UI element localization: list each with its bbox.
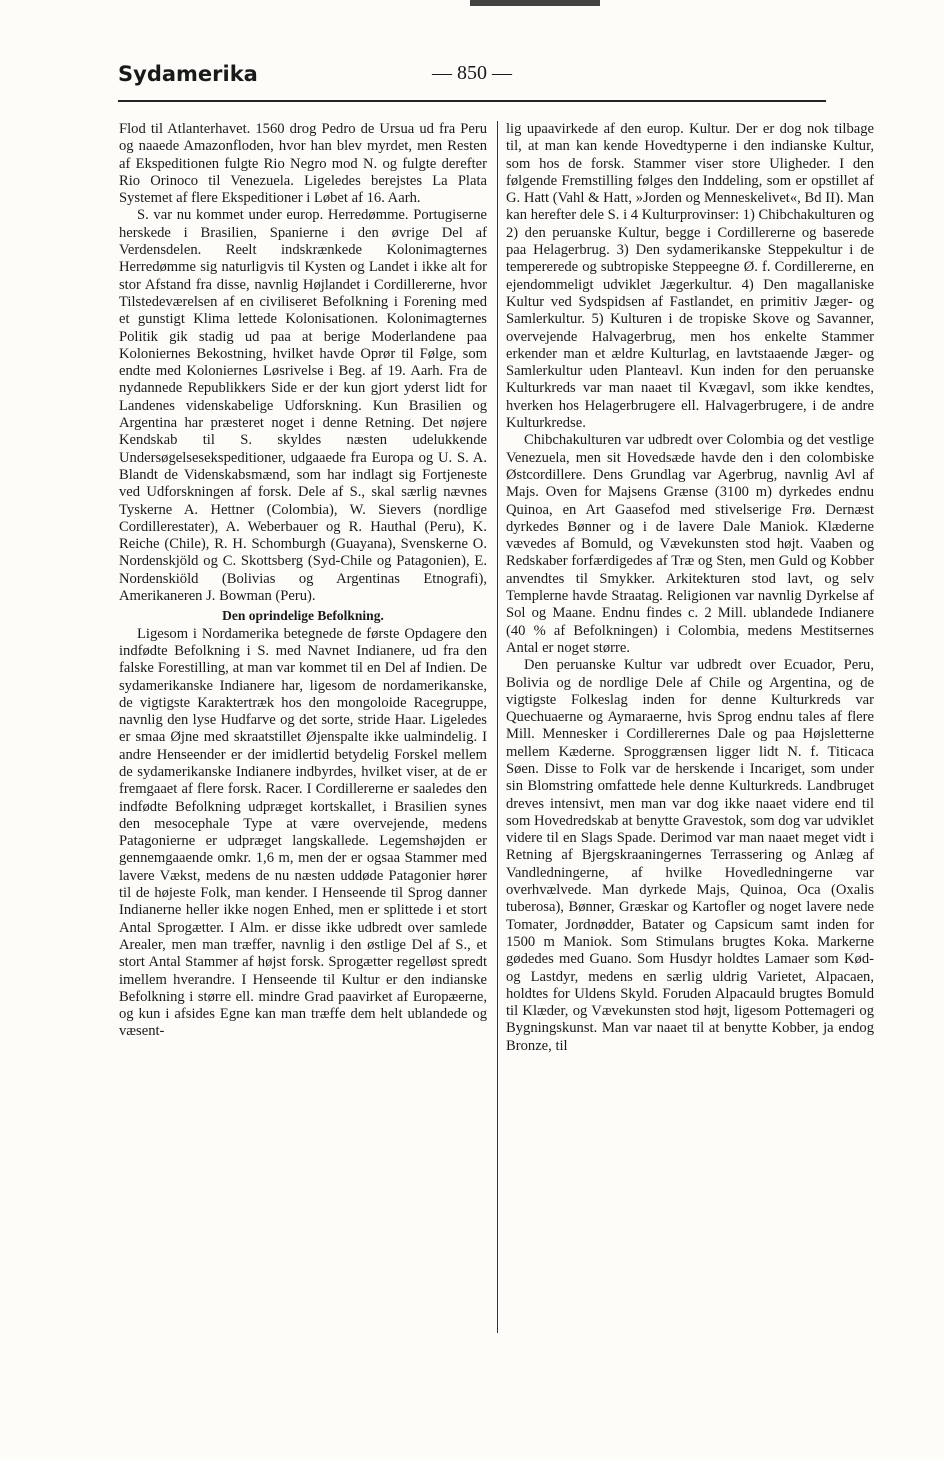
running-title: Sydamerika [118,62,258,86]
header-rule [118,100,826,102]
paragraph: Chibchakulturen var udbredt over Colombia og det vestlige Venezuela, men sit Hovedsæde havde den i den colombiske Østcordillere. Dens Grundlag var Agerbrug, navnlig Avl af Majs. Oven for Majsens Grænse (3100 m) dyrkedes endnu Quinoa, en Art Gaasefod med stivelserige Frø. Dernæst dyrkedes Bønner og i de lavere Dale Maniok. Klæderne vævedes af Bomuld, og Vævekunsten stod højt. Vaaben og Redskaber forfærdigedes af Træ og Sten, men Guld og Kobber anvendtes til Smykker. Arkitekturen stod lavt, og selv Templerne havde Straatag. Religionen var navnlig Dyrkelse af Sol og Maane. Endnu findes c. 2 Mill. ublandede Indianere (40 % af Befolkningen) i Colombia, medens Mestitsernes Antal er noget større. [506,432,874,656]
column-divider [497,121,498,1333]
paragraph: lig upaavirkede af den europ. Kultur. Der er dog nok tilbage til, at man kan kende Hovedtyperne i den indianske Kultur, som hos de forsk. Stammer viser store Uligheder. I den følgende Fremstilling følges den Inddeling, som er opstillet af G. Hatt (Vahl & Hatt, »Jorden og Menneskelivet«, Bd II). Man kan herefter dele S. i 4 Kulturprovinser: 1) Chibchakulturen og 2) den peruanske Kultur, begge i Cordillererne og baserede paa Helagerbrug. 3) Den sydamerikanske Steppekultur i de tempererede og subtropiske Steppeegne Ø. f. Cordillererne, en ejendommeligt udviklet Jægerkultur. 4) Den magallaniske Kultur ved Sydspidsen af Fastlandet, en primitiv Jæger- og Samlerkultur. 5) Kulturen i de tropiske Skove og Savanner, overvejende Halvagerbrug, men hos enkelte Stammer erkender man et ældre Kulturlag, en lavtstaaende Jæger- og Samlerkultur uden Planteavl. Kun inden for den peruanske Kulturkreds var man naaet til Kvægavl, som ikke kendtes, hverken hos Helagerbrugere ell. Halvagerbrugere, i de andre Kulturkredse. [506,121,874,432]
right-column [506,121,874,1055]
page-header [118,62,826,96]
scan-artifact [470,0,600,6]
left-column [119,121,487,1041]
paragraph: S. var nu kommet under europ. Herredømme. Portugiserne herskede i Brasilien, Spanierne i den øvrige Del af Verdensdelen. Reelt indskrænkede Kolonimagternes Herredømme sig naturligvis til Kysten og Landet i ikke alt for stor Afstand fra disse, navnlig Højlandet i Cordillererne, hvor Tilstedeværelsen af en civiliseret Befolkning i Forening med et gunstigt Klima lettede Kolonisationen. Kolonimagternes Politik gik stadig ud paa at berige Moderlandene paa Koloniernes Bekostning, hvilket havde Oprør til Følge, som endte med Koloniernes Løsrivelse i Beg. af 19. Aarh. Fra de nydannede Republikkers Side er der kun gjort yderst lidt for Landenes videnskabelige Udforskning. Kun Brasilien og Argentina har præsteret noget i denne Retning. Det nøjere Kendskab til S. skyldes næsten udelukkende Undersøgelsesekspeditioner, udgaaede fra Europa og U. S. A. Blandt de Videnskabsmænd, som har indlagt sig Fortjeneste ved Udforskningen af forsk. Dele af S., skal særlig nævnes Tyskerne A. Hettner (Colombia), W. Sievers (nordlige Cordillerestater), A. Weberbauer og R. Hauthal (Peru), K. Reiche (Chile), R. H. Schomburgh (Guayana), Svenskerne O. Nordenskjöld og C. Skottsberg (Syd-Chile og Patagonien), E. Nordenskiöld (Bolivias og Argentinas Etnografi), Amerikaneren J. Bowman (Peru). [119,207,487,605]
paragraph: Ligesom i Nordamerika betegnede de første Opdagere den indfødte Befolkning i S. med Navnet Indianere, ud fra den falske Forestilling, at man var kommet til en Del af Indien. De sydamerikanske Indianere har, ligesom de nordamerikanske, de vigtigste Karaktertræk hos den mongoloide Racegruppe, navnlig den lyse Hudfarve og det sorte, stride Haar. Ligeledes er smaa Øjne med skraatstillet Øjenspalte ikke ualmindelig. I andre Henseender er der imidlertid betydelig Forskel mellem de sydamerikanske Indianere indbyrdes, hvilket viser, at de er fremgaaet af flere forsk. Racer. I Cordillererne er saaledes den indfødte Befolkning udpræget kortskallet, i Brasilien synes den mesocephale Type at være overvejende, medens Patagonierne er udpræget langskallede. Legemshøjden er gennemgaaende omkr. 1,6 m, men der er ogsaa Stammer med lavere Vækst, medens de nu næsten uddøde Patagonier hører til de højeste Folk, man kender. I Henseende til Sprog danner Indianerne heller ikke nogen Enhed, men er splittede i et stort Antal Sprogætter. I Alm. er disse ikke udbredt over samlede Arealer, men man træffer, navnlig i den østlige Del af S., et stort Antal Stammer af højst forsk. Sprogætter regelløst spredt imellem hverandre. I Henseende til Kultur er den indianske Befolkning i større ell. mindre Grad paavirket af Europæerne, og kun i afsides Egne kan man træffe dem helt ublandede og væsent- [119,625,487,1040]
paragraph: Flod til Atlanterhavet. 1560 drog Pedro de Ursua ud fra Peru og naaede Amazonfloden, hvor han blev myrdet, men Resten af Ekspeditionen fulgte Rio Negro mod N. og fulgte derefter Rio Orinoco til Venezuela. Ligeledes berejstes La Plata Systemet af flere Ekspeditioner i Løbet af 16. Aarh. [119,121,487,207]
section-heading: Den oprindelige Befolkning. [222,608,384,624]
paragraph: Den peruanske Kultur var udbredt over Ecuador, Peru, Bolivia og de nordlige Dele af Chile og Argentina, og de vigtigste Folkeslag inden for denne Kulturkreds var Quechuaerne og Aymaraerne, hvis Sprog endnu tales af flere Mill. Mennesker i Cordillerernes Dale og paa Højsletterne mellem Kæderne. Sproggrænsen ligger lidt N. f. Titicaca Søen. Disse to Folk var de herskende i Incariget, som under sin Blomstring omfattede hele denne Kulturkreds. Landbruget dreves intensivt, men man var dog ikke naaet videre end til som Hovedredskab at benytte Gravestok, som dog var udviklet videre til en Slags Spade. Derimod var man naaet meget vidt i Retning af Bjergskraaningernes Terrassering og Anlæg af Vandledningerne, af hvilke Hovedledningerne var overhvælvede. Man dyrkede Majs, Quinoa, Oca (Oxalis tuberosa), Bønner, Græskar og Kartofler og noget lavere nede Tomater, Jordnødder, Batater og Capsicum samt inden for 1500 m Maniok. Som Stimulans brugtes Koka. Markerne gødedes med Guano. Som Husdyr holdtes Lamaer som Kød- og Lastdyr, medens en særlig uldrig Varietet, Alpacaen, holdtes for Uldens Skyld. Foruden Alpacauld brugtes Bomuld til Klæder, og Vævekunsten stod højt, ligesom Pottemageri og Bygningskunst. Man var naaet til at benytte Kobber, ja endog Bronze, til [506,657,874,1054]
page-number: — 850 — [432,62,512,84]
